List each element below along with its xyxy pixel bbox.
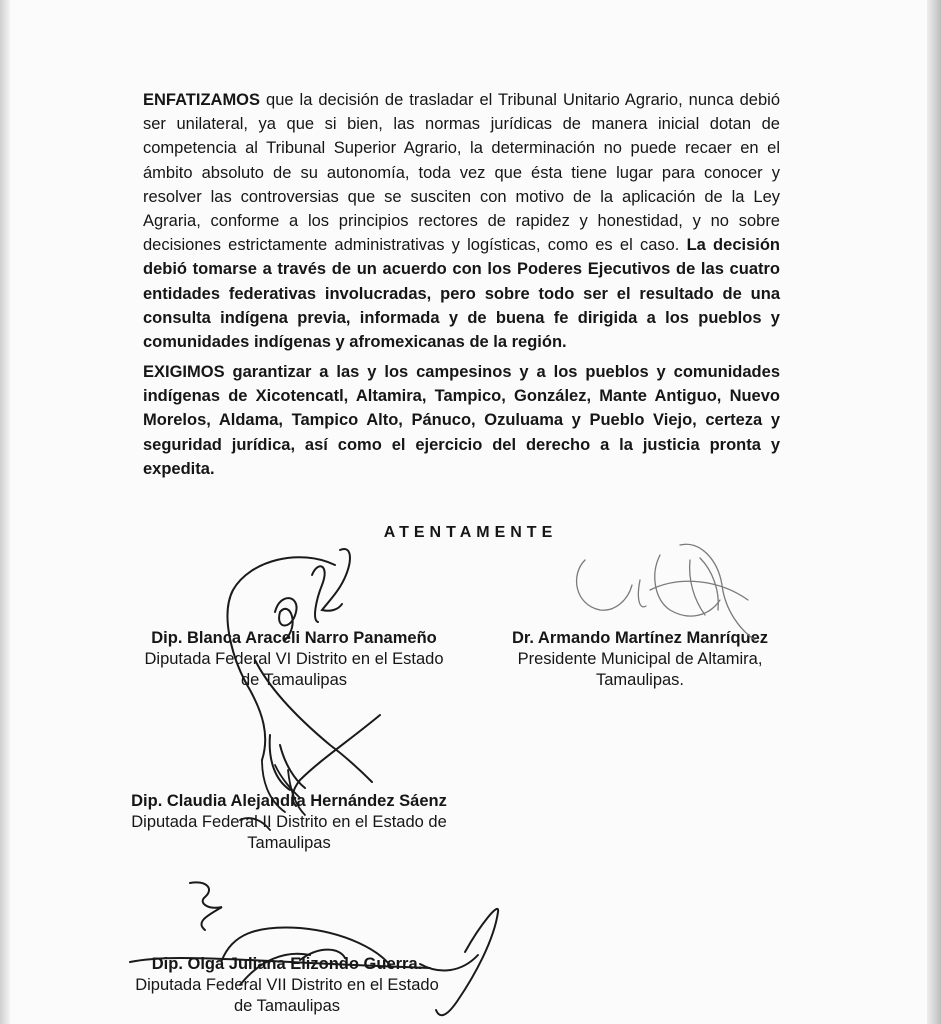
page-right-edge-shadow (927, 0, 941, 1024)
signatory-title-line: Presidente Municipal de Altamira, (517, 650, 763, 668)
signatory-title-line: de Tamaulipas (240, 671, 348, 689)
paragraph-exigimos-lead: EXIGIMOS (143, 363, 225, 381)
paragraph-enfatizamos-emphasis: La decisión debió tomarse a través de un acuerdo con los Poderes Ejecutivos de las cuatro entidades federativas involucradas, pero sobre todo ser el resultado de una consulta indígena previa, informada y de buena fe dirigida a los pueblos y comunidades indígenas y afromexicanas de la región. (143, 236, 780, 352)
paragraph-enfatizamos-body: que la decisión de trasladar el Tribunal Unitario Agrario, nunca debió ser unilateral, ya que si bien, las normas jurídicas de manera inicial dotan de competencia al Tribunal Superior Agrario, la determinación no puede recaer en el ámbito absoluto de su autonomía, toda vez que ésta tiene lugar para conocer y resolver las controversias que se susciten con motivo de la aplicación de la Ley Agraria, conforme a los principios rectores de rapidez y honestidad, y no sobre decisiones estrictamente administrativas y logísticas, como es el caso. (143, 91, 780, 255)
signatory-title-line: Tamaulipas. (595, 671, 685, 689)
signatory-title-line: de Tamaulipas (233, 997, 341, 1015)
paragraph-exigimos (143, 360, 780, 481)
paragraph-exigimos-body: garantizar a las y los campesinos y a los pueblos y comunidades indígenas de Xicotencatl, Altamira, Tampico, González, Mante Antiguo, Nuevo Morelos, Aldama, Tampico Alto, Pánuco, Ozuluama y Pueblo Viejo, certeza y seguridad jurídica, así como el ejercicio del derecho a la justicia pronta y expedita. (143, 363, 780, 478)
signatory-block-elizondo (112, 954, 462, 1017)
signatory-title-line: Diputada Federal VI Distrito en el Estado (144, 650, 444, 668)
signatory-block-hernandez (104, 791, 474, 854)
signatory-name: Dip. Blanca Araceli Narro Panameño (151, 629, 437, 647)
signatory-name: Dip. Claudia Alejandra Hernández Sáenz (131, 792, 447, 810)
closing-atentamente: ATENTAMENTE (383, 524, 558, 541)
signatory-block-martinez (490, 628, 790, 691)
signatory-title-line: Diputada Federal VII Distrito en el Estado (135, 976, 439, 994)
signatory-name: Dip. Olga Juliana Elizondo Guerra. (151, 955, 423, 973)
signature-martinez-scribble (577, 544, 755, 640)
signatory-title-line: Diputada Federal II Distrito en el Estado de (131, 813, 447, 831)
signatory-name: Dr. Armando Martínez Manríquez (511, 629, 769, 647)
paragraph-enfatizamos-lead: ENFATIZAMOS (143, 91, 261, 109)
signatory-title-line: Tamaulipas (247, 834, 331, 852)
page-left-edge-shadow (0, 0, 10, 1024)
signatory-block-narro (118, 628, 470, 691)
paragraph-enfatizamos (143, 88, 780, 354)
